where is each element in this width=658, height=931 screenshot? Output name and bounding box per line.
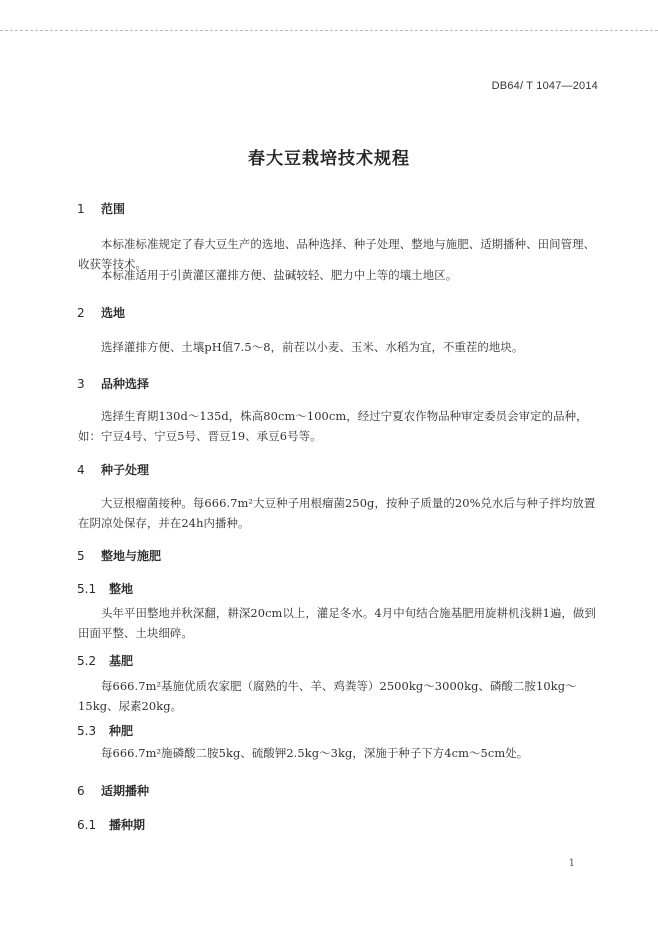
section-5-3-heading xyxy=(77,722,133,739)
section-5-heading xyxy=(77,547,161,564)
section-title: 范围 xyxy=(101,202,126,216)
document-title: 春大豆栽培技术规程 xyxy=(248,149,410,169)
subsection-number: 5.2 xyxy=(77,654,97,668)
section-title: 种子处理 xyxy=(101,463,150,477)
section-2-paragraph: 选择灌排方便、土壤pH值7.5～8，前茬以小麦、玉米、水稻为宜，不重茬的地块。 xyxy=(101,340,524,354)
page-number: 1 xyxy=(568,858,575,869)
section-6-heading xyxy=(77,782,149,799)
section-number: 6 xyxy=(77,784,85,798)
section-title: 选地 xyxy=(101,306,126,320)
section-title: 整地与施肥 xyxy=(101,549,162,563)
section-5-3-paragraph: 每666.7m²施磷酸二胺5kg、硫酸钾2.5kg～3kg，深施于种子下方4cm～5cm处。 xyxy=(101,746,529,760)
subsection-title: 整地 xyxy=(109,582,134,596)
section-number: 4 xyxy=(77,463,85,477)
section-1-paragraph-1: 本标准标准规定了春大豆生产的选地、品种选择、种子处理、整地与施肥、适期播种、田间管理、收获等技术。 xyxy=(78,237,596,271)
section-5-2-heading xyxy=(77,652,133,669)
section-1-paragraph-2: 本标准适用于引黄灌区灌排方便、盐碱较轻、肥力中上等的壤土地区。 xyxy=(101,268,458,282)
section-title: 品种选择 xyxy=(101,377,150,391)
section-4-heading xyxy=(77,461,149,478)
section-1-heading xyxy=(77,200,125,217)
section-5-2-paragraph: 每666.7m²基施优质农家肥（腐熟的牛、羊、鸡粪等）2500kg～3000kg、磷酸二胺10kg～15kg、尿素20kg。 xyxy=(78,679,577,713)
standard-code: DB64/ T 1047—2014 xyxy=(491,80,598,92)
section-2-heading xyxy=(77,304,125,321)
section-6-1-heading xyxy=(77,816,145,833)
subsection-title: 种肥 xyxy=(109,724,134,738)
top-rule xyxy=(0,30,658,31)
section-number: 2 xyxy=(77,306,85,320)
subsection-number: 5.3 xyxy=(77,724,97,738)
subsection-title: 基肥 xyxy=(109,654,134,668)
section-5-1-heading xyxy=(77,580,133,597)
section-5-1-paragraph: 头年平田整地并秋深翻，耕深20cm以上，灌足冬水。4月中旬结合施基肥用旋耕机浅耕1遍，做到田面平整、土块细碎。 xyxy=(78,606,596,640)
section-number: 1 xyxy=(77,202,85,216)
section-3-paragraph: 选择生育期130d～135d，株高80cm～100cm，经过宁夏农作物品种审定委员会审定的品种，如：宁豆4号、宁豆5号、晋豆19、承豆6号等。 xyxy=(78,409,588,443)
subsection-number: 5.1 xyxy=(77,582,97,596)
section-title: 适期播种 xyxy=(101,784,150,798)
subsection-title: 播种期 xyxy=(109,818,146,832)
section-4-paragraph: 大豆根瘤菌接种。每666.7m²大豆种子用根瘤菌250g，按种子质量的20%兑水后与种子拌均放置在阴凉处保存，并在24h内播种。 xyxy=(78,496,596,530)
subsection-number: 6.1 xyxy=(77,818,97,832)
section-number: 5 xyxy=(77,549,85,563)
section-3-heading xyxy=(77,375,149,392)
section-number: 3 xyxy=(77,377,85,391)
